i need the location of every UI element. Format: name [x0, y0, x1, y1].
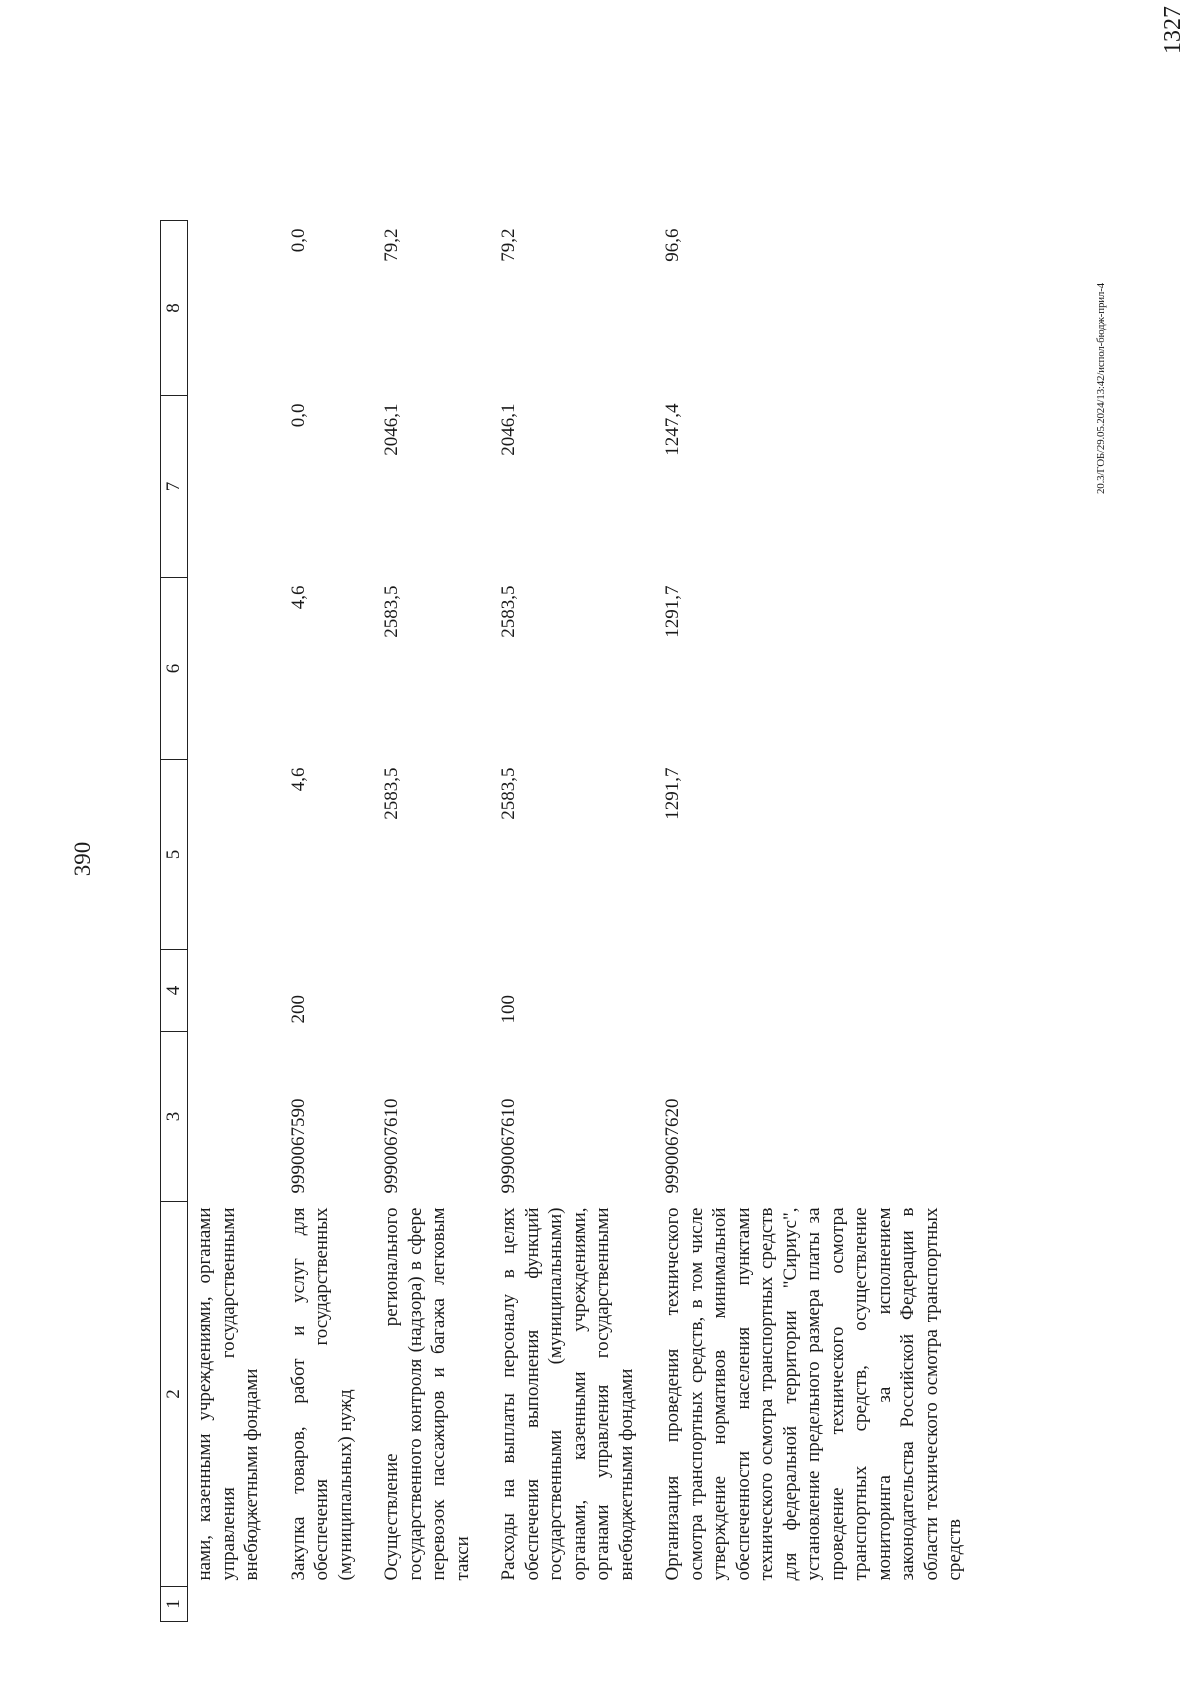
row-description: Закупка товаров, работ и услуг для обеспечения государственных (муниципальных) нужд: [287, 1207, 356, 1581]
header-col-2: 2: [161, 1202, 188, 1587]
row-col6-value: 2583,5: [498, 585, 519, 638]
header-col-5: 5: [161, 760, 188, 950]
header-row: [161, 221, 188, 1622]
row-col5-value: 1291,7: [662, 767, 683, 820]
row-col7-value: 0,0: [287, 403, 309, 428]
row-description: нами, казенными учреждениями, органами управления государственными внебюджетными фондами: [194, 1207, 262, 1581]
table-row: [282, 221, 376, 1622]
header-col-8: 8: [161, 221, 188, 396]
row-description: Осуществление регионального государственного контроля (надзора) в сфере перевозок пассажиров и багажа легковым такси: [381, 1207, 473, 1581]
row-col7-value: 2046,1: [498, 403, 519, 456]
header-col-7: 7: [161, 396, 188, 578]
row-target-code: [188, 1032, 282, 1202]
header-col-1: 1: [161, 1587, 188, 1622]
row-index: [492, 1587, 656, 1622]
row-col5-value: 4,6: [287, 767, 309, 792]
row-description: Расходы на выплаты персоналу в целях обеспечения выполнения функций государственными (муниципальными) органами, казенными учреждениями, органами управления государственными внебюджетными фондами: [498, 1207, 637, 1581]
row-col8-value: 79,2: [498, 228, 519, 262]
row-target-code: 9990067610: [381, 1098, 402, 1194]
row-expense-type: [188, 950, 282, 1032]
row-col6-value: 1291,7: [662, 585, 683, 638]
row-col8-value: 79,2: [381, 228, 402, 262]
row-description: Организация проведения технического осмотра транспортных средств, в том числе утверждение нормативов минимальной обеспеченности населения пунктами технического осмотра транспортных средств для федеральной территории "Сириус", установление предельного размера платы за проведение технического осмотра транспортных средств, осуществление мониторинга за исполнением законодательства Российской Федерации в области технического осмотра транспортных средств: [662, 1207, 965, 1581]
row-col8-value: 96,6: [662, 228, 683, 262]
row-col7-value: 2046,1: [381, 403, 402, 456]
table-row: [656, 221, 985, 1622]
row-target-code: 9990067620: [662, 1098, 683, 1194]
row-col8-value: 0,0: [287, 228, 309, 253]
page-number: 390: [70, 841, 95, 877]
row-col6-value: [188, 578, 282, 760]
document-code: 20.3/ГОБ/29.05.2024/13:42/испол-бюдж-прил-4: [1095, 283, 1107, 494]
table-row: [375, 221, 492, 1622]
header-col-6: 6: [161, 578, 188, 760]
row-index: [656, 1587, 985, 1622]
budget-table: [160, 220, 985, 1622]
row-col5-value: 2583,5: [498, 767, 519, 820]
row-expense-type: 100: [498, 995, 519, 1024]
row-col6-value: 4,6: [287, 585, 309, 610]
row-col7-value: 1247,4: [662, 403, 683, 456]
row-col7-value: [188, 396, 282, 578]
row-expense-type: [375, 950, 492, 1032]
row-target-code: 9990067610: [498, 1098, 519, 1194]
row-index: [375, 1587, 492, 1622]
table-row: [492, 221, 656, 1622]
row-index: [188, 1587, 282, 1622]
row-col8-value: [188, 221, 282, 396]
row-index: [282, 1587, 376, 1622]
header-col-3: 3: [161, 1032, 188, 1202]
table-row: [188, 221, 282, 1622]
row-target-code: 9990067590: [287, 1098, 309, 1194]
row-col5-value: [188, 760, 282, 950]
row-col5-value: 2583,5: [381, 767, 402, 820]
row-expense-type: 200: [287, 995, 309, 1024]
header-col-4: 4: [161, 950, 188, 1032]
row-col6-value: 2583,5: [381, 585, 402, 638]
sheet-number: 1327: [1160, 6, 1186, 54]
row-expense-type: [656, 950, 985, 1032]
